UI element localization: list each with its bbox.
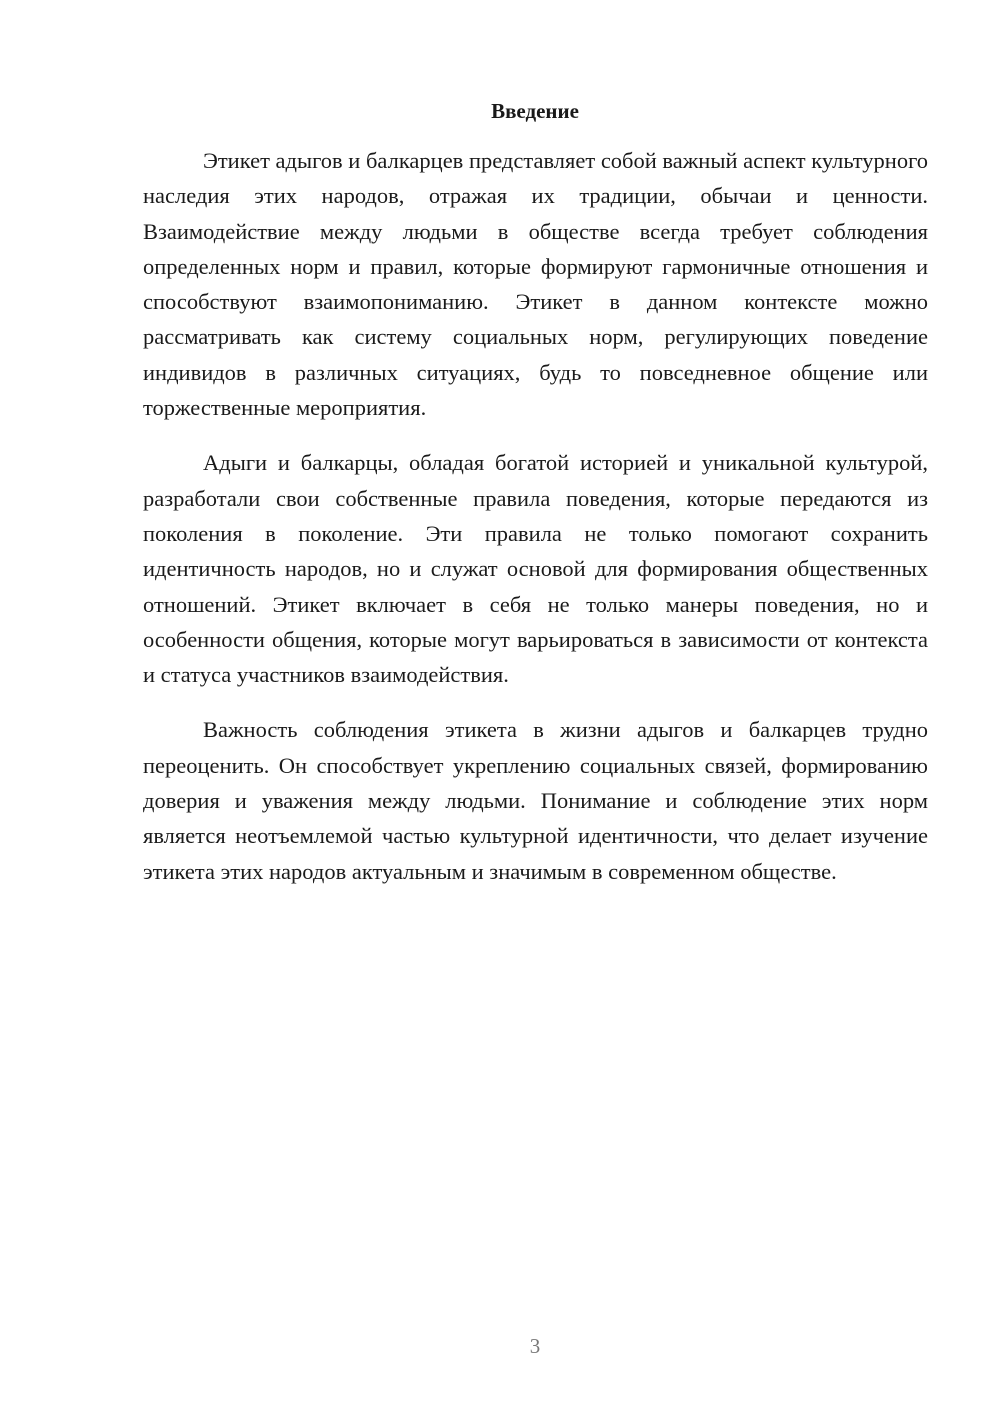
page-title: Введение (491, 99, 579, 123)
body-text (143, 143, 928, 909)
paragraph-1: Этикет адыгов и балкарцев представляет собой важный аспект культурного наследия этих народов, отражая их традиции, обычаи и ценности. Взаимодействие между людьми в обществе всегда требует соблюдения определенных норм и правил, которые формируют гармоничные отношения и способствуют взаимопониманию. Этикет в данном контексте можно рассматривать как систему социальных норм, регулирующих поведение индивидов в различных ситуациях, будь то повседневное общение или торжественные мероприятия. (143, 148, 928, 421)
paragraph-2: Адыги и балкарцы, обладая богатой историей и уникальной культурой, разработали свои собственные правила поведения, которые передаются из поколения в поколение. Эти правила не только помогают сохранить идентичность народов, но и служат основой для формирования общественных отношений. Этикет включает в себя не только манеры поведения, но и особенности общения, которые могут варьироваться в зависимости от контекста и статуса участников взаимодействия. (143, 450, 928, 688)
paragraph-3: Важность соблюдения этикета в жизни адыгов и балкарцев трудно переоценить. Он способствует укреплению социальных связей, формированию доверия и уважения между людьми. Понимание и соблюдение этих норм является неотъемлемой частью культурной идентичности, что делает изучение этикета этих народов актуальным и значимым в современном обществе. (143, 717, 928, 884)
page-number: 3 (529, 1334, 541, 1358)
